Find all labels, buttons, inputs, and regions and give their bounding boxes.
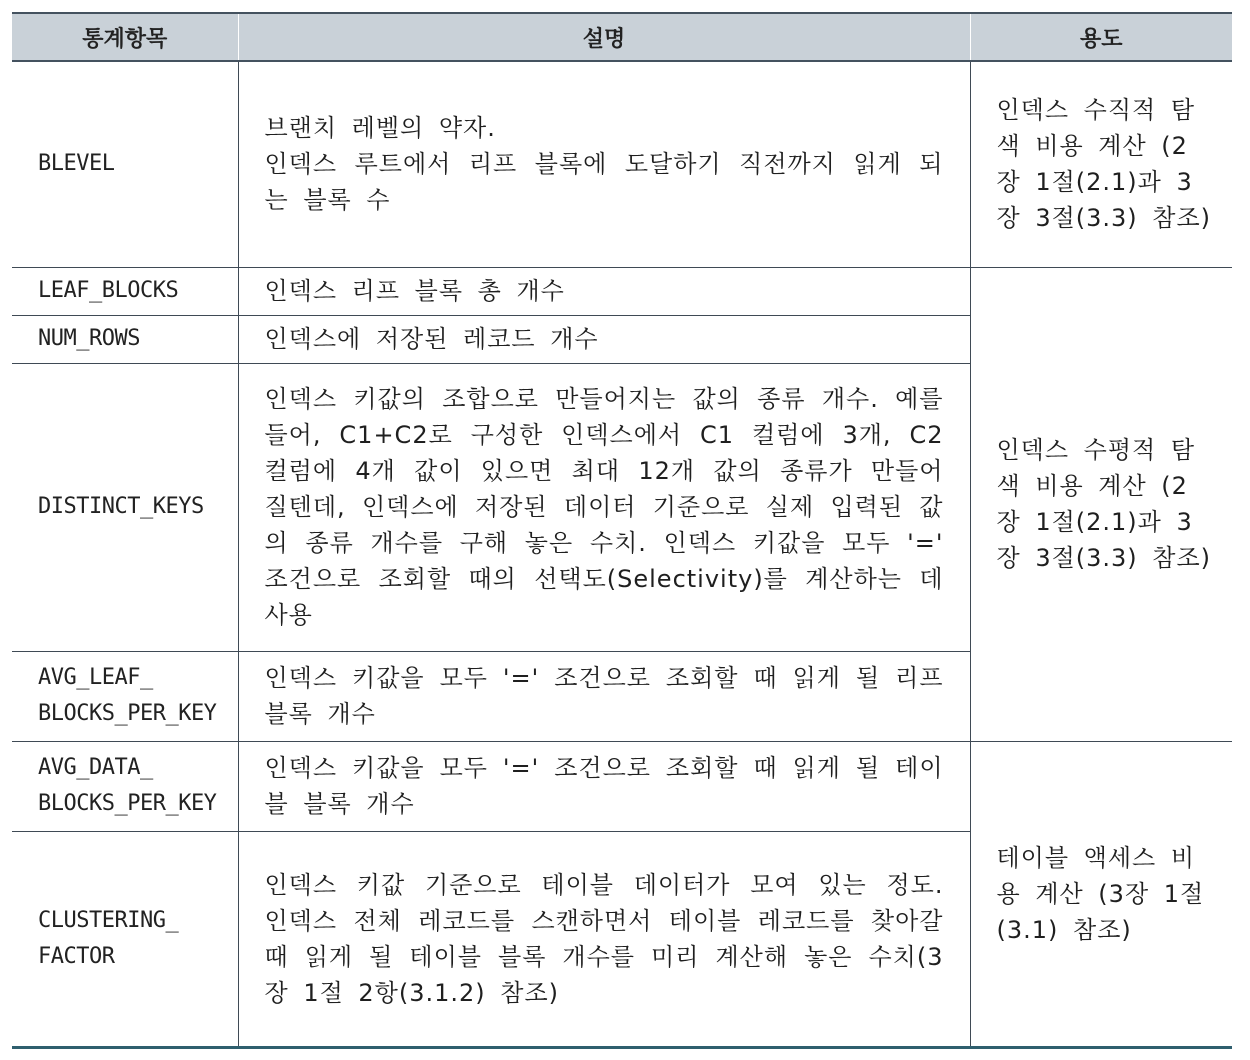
usage-table-access-cost: 테이블 액세스 비용 계산 (3장 1절(3.1) 참조) [970, 741, 1232, 1047]
stat-term-avg-leaf-blocks-per-key: AVG_LEAF_ BLOCKS_PER_KEY [12, 651, 238, 741]
stat-desc-blevel: 브랜치 레벨의 약자. 인덱스 루트에서 리프 블록에 도달하기 직전까지 읽게 되는 블록 수 [238, 61, 970, 267]
stat-term-distinct-keys: DISTINCT_KEYS [12, 363, 238, 651]
stat-term-clustering-factor: CLUSTERING_ FACTOR [12, 831, 238, 1047]
stat-desc-clustering-factor: 인덱스 키값 기준으로 테이블 데이터가 모여 있는 정도. 인덱스 전체 레코드를 스캔하면서 테이블 레코드를 찾아갈 때 읽게 될 테이블 블록 개수를 미리 계산해 놓은 수치(3장 1절 2항(3.1.2) 참조) [238, 831, 970, 1047]
stat-term-num-rows: NUM_ROWS [12, 315, 238, 363]
index-statistics-table [12, 12, 1232, 1049]
stat-desc-avg-data-blocks-per-key: 인덱스 키값을 모두 '=' 조건으로 조회할 때 읽게 될 테이블 블록 개수 [238, 741, 970, 831]
usage-vertical-cost: 인덱스 수직적 탐색 비용 계산 (2장 1절(2.1)과 3장 3절(3.3) 참조) [970, 61, 1232, 267]
header-stat-item: 통계항목 [12, 13, 238, 61]
table-header-row [12, 13, 1232, 61]
stat-term-avg-data-blocks-per-key: AVG_DATA_ BLOCKS_PER_KEY [12, 741, 238, 831]
stat-desc-distinct-keys: 인덱스 키값의 조합으로 만들어지는 값의 종류 개수. 예를 들어, C1+C2로 구성한 인덱스에서 C1 컬럼에 3개, C2 컬럼에 4개 값이 있으면 최대 12개 값의 종류가 만들어 질텐데, 인덱스에 저장된 데이터 기준으로 실제 입력된 값의 종류 개수를 구해 놓은 수치. 인덱스 키값을 모두 '=' 조건으로 조회할 때의 선택도(Selectivity)를 계산하는 데 사용 [238, 363, 970, 651]
table-row [12, 741, 1232, 831]
header-usage: 용도 [970, 13, 1232, 61]
stat-term-blevel: BLEVEL [12, 61, 238, 267]
stat-desc-num-rows: 인덱스에 저장된 레코드 개수 [238, 315, 970, 363]
stat-term-leaf-blocks: LEAF_BLOCKS [12, 267, 238, 315]
table-row [12, 267, 1232, 315]
table-row [12, 61, 1232, 267]
usage-horizontal-cost: 인덱스 수평적 탐색 비용 계산 (2장 1절(2.1)과 3장 3절(3.3) 참조) [970, 267, 1232, 741]
header-description: 설명 [238, 13, 970, 61]
stat-desc-leaf-blocks: 인덱스 리프 블록 총 개수 [238, 267, 970, 315]
stat-desc-avg-leaf-blocks-per-key: 인덱스 키값을 모두 '=' 조건으로 조회할 때 읽게 될 리프 블록 개수 [238, 651, 970, 741]
